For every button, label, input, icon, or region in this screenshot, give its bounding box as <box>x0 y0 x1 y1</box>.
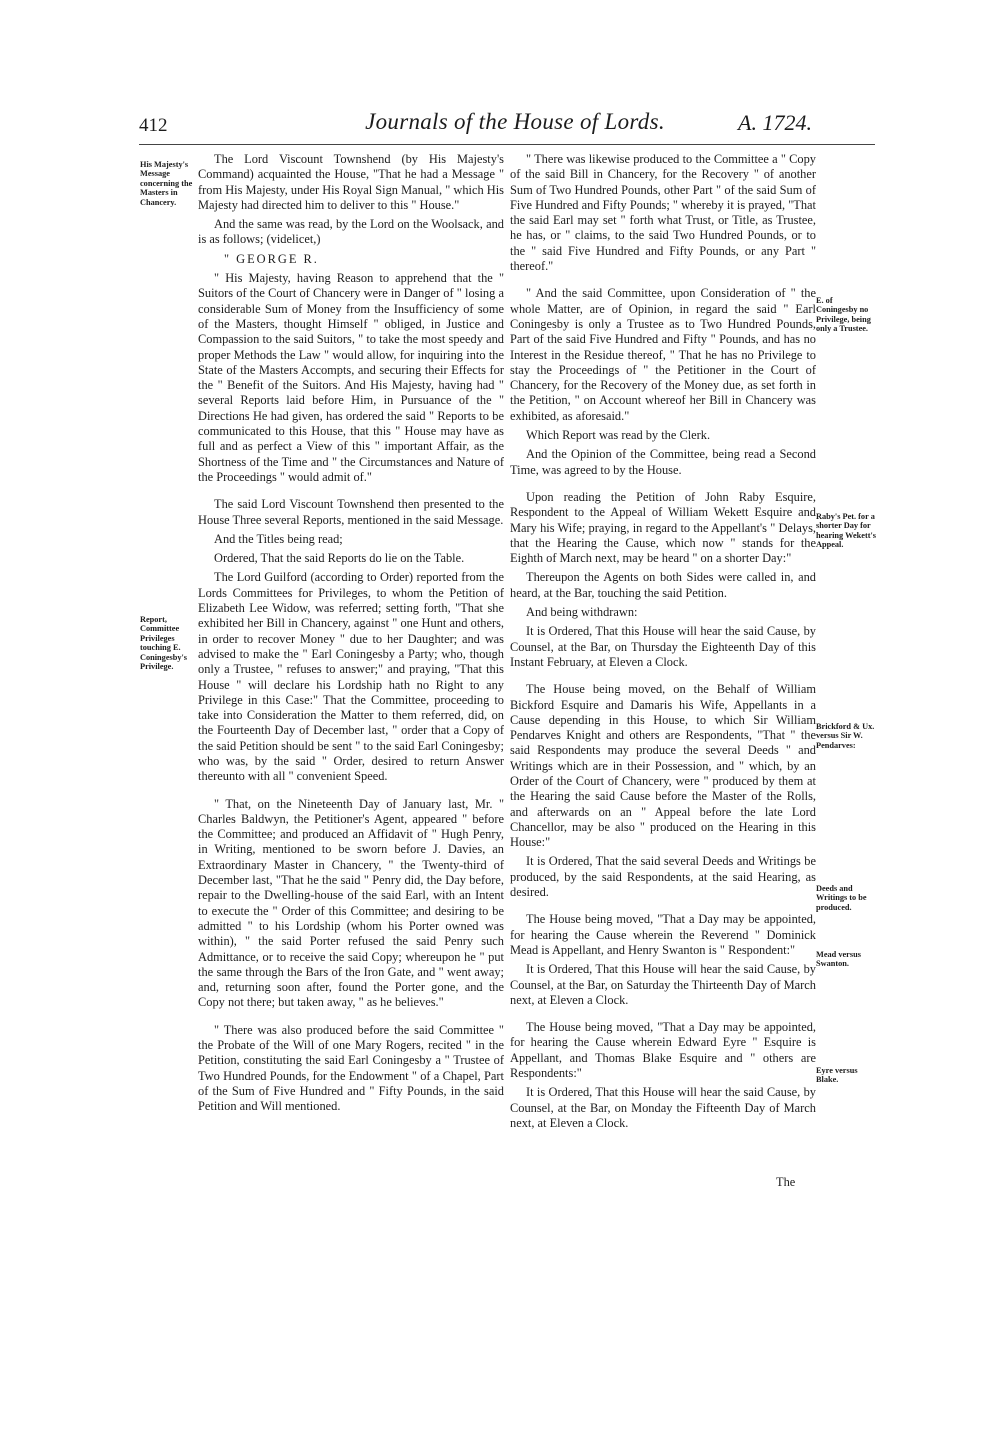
margin-note-raby-petition: Raby's Pet. for a shorter Day for hearing Wekett's Appeal. <box>816 512 876 550</box>
paragraph: And the same was read, by the Lord on the Woolsack, and is as follows; (videlicet,) <box>198 217 504 247</box>
margin-note-coningesby-privilege: E. of Coningesby no Privilege, being only a Trustee. <box>816 296 871 334</box>
paragraph: The Lord Guilford (according to Order) reported from the Lords Committees for Privileges, to whom the Petition of Elizabeth Lee Widow, was referred; setting forth, "That she exhibited her Bill in Chancery, against " one Hunt and others, in order to recover Money " due to her Daughter; and was advised to make the " Earl Coningesby a Party; who, though only a Trustee, " refuses to answer;" and praying, "That this House " will declare his Lordship hath no Right to any Privilege in this Case:" That the Committee, proceeding to take into Consideration the Matter to them referred, did, on the Fourteenth Day of December last, " order that a Copy of the said Petition should be sent " to the said Earl Coningesby; who was, by the said " Order, desired to return Answer thereunto with all " convenient Speed. <box>198 570 504 784</box>
paragraph: And the Titles being read; <box>214 531 343 546</box>
margin-note-eyre-blake: Eyre versus Blake. <box>816 1066 858 1085</box>
header-rule <box>139 144 875 145</box>
page-number: 412 <box>139 115 168 136</box>
paragraph: It is Ordered, That this House will hear the said Cause, by Counsel, at the Bar, on Monday the Fifteenth Day of March next, at Eleven a Clock. <box>510 1085 816 1130</box>
paragraph: The House being moved, "That a Day may be appointed, for hearing the Cause wherein Edward Eyre " Esquire is Appellant, and Thomas Blake Esquire and " others are Respondents:" <box>510 1020 816 1081</box>
paragraph: Thereupon the Agents on both Sides were called in, and heard, at the Bar, touching the said Petition. <box>510 570 816 600</box>
paragraph: And being withdrawn: <box>526 605 638 620</box>
right-column <box>510 152 816 1135</box>
margin-note-majesty-message: His Majesty's Message concerning the Masters in Chancery. <box>140 160 193 207</box>
paragraph: Ordered, That the said Reports do lie on the Table. <box>214 551 465 566</box>
page-year: A. 1724. <box>738 110 812 135</box>
paragraph: " His Majesty, having Reason to apprehend that the " Suitors of the Court of Chancery were in Danger of " losing a considerable Sum of Money from the Insufficiency of some of the Masters, thought Himself " obliged, in Justice and Compassion to the said Suitors, " to take the most speedy and proper Methods the Law " would allow, for inquiring into the State of the Masters Accompts, and securing their Effects for the " Benefit of the Suitors. And His Majesty, having had " several Reports laid before Him, in Pursuance of the " Directions He had given, has ordered the said " Reports to be communicated to this House, that this " House may have as full and as perfect a View of this " important Affair, as the Shortness of the Time and " the Circumstances and Nature of the Proceedings " would admit of." <box>198 271 504 484</box>
paragraph: Upon reading the Petition of John Raby Esquire, Respondent to the Appeal of William Wekett Esquire and Mary his Wife; praying, in regard to the Appellant's " Delays, that the Hearing the Cause, which now " stands for the Eighth of March next, may be heard " on a shorter Day:" <box>510 489 816 566</box>
paragraph: It is Ordered, That the said several Deeds and Writings be produced, by the said Respondents, at the said Hearing, as desired. <box>510 854 816 900</box>
margin-note-mead-swanton: Mead versus Swanton. <box>816 950 861 969</box>
paragraph: " That, on the Nineteenth Day of January last, Mr. " Charles Baldwyn, the Petitioner's Agent, appeared " before the Committee; and produced an Affidavit of " Hugh Penry, in Writing, mentioned to be sworn before J. Davies, an Extraordinary Master in Chancery, " the Twenty-third of December last, "That he the said " Penry did, the Day before, repair to the Dwelling-house of the said Earl, with an Intent to execute the " Order of this Committee; and desiring to be admitted " to his Lordship (whom his Porter owned was within), " the said Porter refused the said Penry such Admittance, or to receive the said Copy; whereupon he " put the same through the Bars of the Iron Gate, and " went away; and, returning soon after, found the Porter gone, and the Copy not there; but taken away, " as he believes." <box>198 796 504 1010</box>
margin-note-deeds-writings: Deeds and Writings to be produced. <box>816 884 867 912</box>
paragraph: " There was also produced before the said Committee " the Probate of the Will of one Mary Rogers, recited " in the Petition, constituting the said Earl Coningesby a " Trustee of Two Hundred Pounds, for the Endowment " of a Chapel, Part of the Sum of Five Hundred and " Fifty Pounds, in the said Petition and Will mentioned. <box>198 1022 504 1114</box>
paragraph: And the Opinion of the Committee, being read a Second Time, was agreed to by the House. <box>510 447 816 477</box>
margin-note-bickford-pendarves: Brickford & Ux. versus Sir W. Pendarves: <box>816 722 875 750</box>
paragraph: It is Ordered, That this House will hear the said Cause, by Counsel, at the Bar, on Thursday the Eighteenth Day of this Instant February, at Eleven a Clock. <box>510 624 816 669</box>
paragraph: The Lord Viscount Townshend (by His Majesty's Command) acquainted the House, "That he had a Message " from His Majesty, under His Royal Sign Manual, " which His Majesty had directed him to deliver to this " House." <box>198 152 504 212</box>
paragraph: It is Ordered, That this House will hear the said Cause, by Counsel, at the Bar, on Saturday the Thirteenth Day of March next, at Eleven a Clock. <box>510 962 816 1007</box>
paragraph-heading: " GEORGE R. <box>224 251 319 266</box>
paragraph: The House being moved, "That a Day may be appointed, for hearing the Cause wherein the Reverend " Dominick Mead is Appellant, and Henry Swanton is " Respondent:" <box>510 912 816 957</box>
paragraph: The said Lord Viscount Townshend then presented to the House Three several Reports, mentioned in the said Message. <box>198 497 504 527</box>
paragraph: The House being moved, on the Behalf of William Bickford Esquire and Damaris his Wife, Appellants in a Cause depending in this House, to which Sir William Pendarves Knight and others are Respondents, "That " the said Respondents may produce the several Deeds " and Writings which are in their Possession, and " which, by an Order of the Court of Chancery, were " produced by them at the Hearing the said Cause before the Master of the Rolls, and afterwards on an " Appeal before the late Lord Chancellor, may be also " produced on the Hearing in this House:" <box>510 682 816 850</box>
page-title: Journals of the House of Lords. <box>365 109 665 134</box>
paragraph: Which Report was read by the Clerk. <box>526 428 711 443</box>
catchword: The <box>776 1175 796 1189</box>
paragraph: " There was likewise produced to the Committee a " Copy of the said Bill in Chancery, for the Recovery " of another Sum of Two Hundred Pounds, other Part " of the said Sum of Five Hundred and Fifty Pounds; " whereby it is prayed, "That the said Earl may set " forth what Trust, or Title, as Trustee, he has, or " claims, to the said Two Hundred Pounds, or to the " said Five Hundred and Fifty Pounds, or any Part " thereof." <box>510 152 816 274</box>
margin-note-coningesby-report: Report, Committee Privileges touching E. Coningesby's Privilege. <box>140 615 188 672</box>
left-column <box>198 152 504 1119</box>
paragraph: " And the said Committee, upon Consideration of " the whole Matter, are of Opinion, in regard the said " Earl Coningesby is only a Trustee as to Two Hundred Pounds, Part of the said Five Hundred and Fifty " Pounds, and has no Interest in the Residue thereof, " That he has no Privilege to stay the Proceedings of " the Petitioner in the Court of Chancery, for the Recovery of the Money due, as set forth in the Petition, " on Account whereof her Bill in Chancery was exhibited, as aforesaid." <box>510 286 816 423</box>
